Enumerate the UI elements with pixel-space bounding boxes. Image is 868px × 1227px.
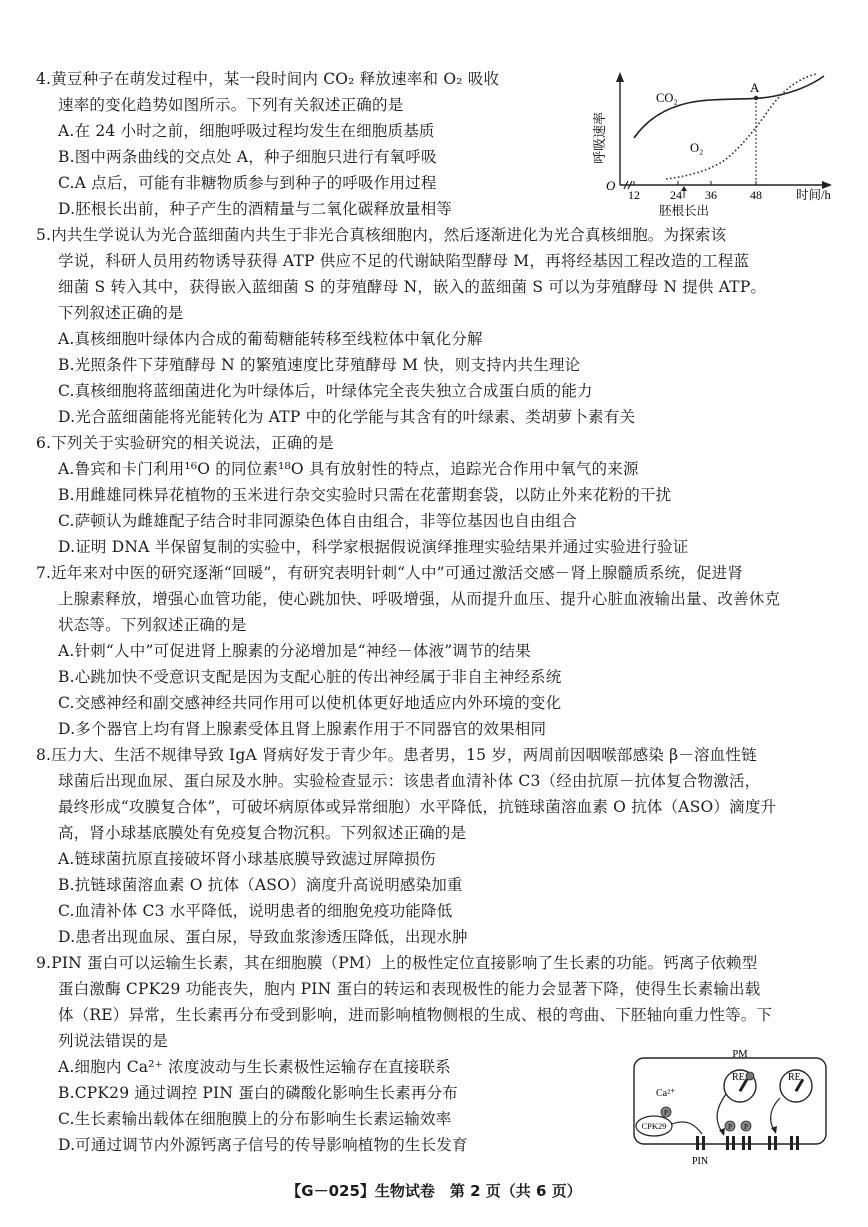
q9-stem-line3: 体（RE）异常，生长素再分布受到影响，进而影响植物侧根的生成、根的弯曲、下胚轴向重力性等。下 xyxy=(58,1006,773,1024)
p-label-2: P xyxy=(744,1123,748,1131)
q5-stem-line1: 5.内共生学说认为光合蓝细菌内共生于非光合真核细胞内，然后逐渐进化为光合真核细胞。为探索该 xyxy=(36,226,727,244)
q8-option-a: A.链球菌抗原直接破坏肾小球基底膜导致滤过屏障损伤 xyxy=(58,850,436,868)
q5-stem-line2: 学说，科研人员用药物诱导获得 ATP 供应不足的代谢缺陷型酵母 M，再将经基因工程改造的工程蓝 xyxy=(58,252,750,270)
co2-series-label: CO₂ xyxy=(656,91,678,105)
q4-option-b: B.图中两条曲线的交点处 A，种子细胞只进行有氧呼吸 xyxy=(58,148,437,166)
ca-label: Ca²⁺ xyxy=(656,1088,676,1099)
q8-option-b: B.抗链球菌溶血素 O 抗体（ASO）滴度升高说明感染加重 xyxy=(58,876,463,894)
q7-option-b: B.心跳加快不受意识支配是因为支配心脏的传出神经属于非自主神经系统 xyxy=(58,668,562,686)
q9-option-c: C.生长素输出载体在细胞膜上的分布影响生长素运输效率 xyxy=(58,1110,452,1128)
q4-respiration-chart xyxy=(590,70,840,220)
q7-stem-line1: 7.近年来对中医的研究逐渐“回暖”，有研究表明针刺“人中”可通过激活交感－肾上腺髓质系统，促进肾 xyxy=(36,564,744,582)
pin-proteins xyxy=(696,1136,799,1150)
cpk29-label: CPK29 xyxy=(641,1121,667,1131)
q9-option-d: D.可通过调节内外源钙离子信号的传导影响植物的生长发育 xyxy=(58,1136,468,1154)
q4-option-a: A.在 24 小时之前，细胞呼吸过程均发生在细胞质基质 xyxy=(58,122,435,140)
q5-stem-line4: 下列叙述正确的是 xyxy=(58,304,184,322)
q9-option-a: A.细胞内 Ca²⁺ 浓度波动与生长素极性运输存在直接联系 xyxy=(58,1058,451,1076)
q8-option-d: D.患者出现血尿、蛋白尿，导致血浆渗透压降低，出现水肿 xyxy=(58,928,468,946)
q9-option-b: B.CPK29 通过调控 PIN 蛋白的磷酸化影响生长素再分布 xyxy=(58,1084,459,1102)
q5-option-c: C.真核细胞将蓝细菌进化为叶绿体后，叶绿体完全丧失独立合成蛋白质的能力 xyxy=(58,382,593,400)
q8-stem-line2: 球菌后出现血尿、蛋白尿及水肿。实验检查显示：该患者血清补体 C3（经由抗原－抗体复合物激活， xyxy=(58,772,761,790)
q4-stem-line1: 4.黄豆种子在萌发过程中，某一段时间内 CO₂ 释放速率和 O₂ 吸收 xyxy=(36,70,500,88)
p-label-3: P xyxy=(664,1109,668,1117)
chart-ylabel: 呼吸速率 xyxy=(592,111,607,165)
q5-option-d: D.光合蓝细菌能将光能转化为 ATP 中的化学能与其含有的叶绿素、类胡萝卜素有关 xyxy=(58,408,636,426)
q8-stem-line3: 最终形成“攻膜复合体”，可破坏病原体或异常细胞）水平降低，抗链球菌溶血素 O 抗体（ASO）滴度升 xyxy=(58,798,777,816)
point-a-label: A xyxy=(750,80,760,95)
q4-option-d: D.胚根长出前，种子产生的酒精量与二氧化碳释放量相等 xyxy=(58,200,453,218)
page-footer: 【G－025】生物试卷 第 2 页（共 6 页） xyxy=(286,1182,582,1200)
q7-option-c: C.交感神经和副交感神经共同作用可以使机体更好地适应内外环境的变化 xyxy=(58,694,562,712)
q5-stem-line3: 细菌 S 转入其中，获得嵌入蓝细菌 S 的芽殖酵母 N，嵌入的蓝细菌 S 可以为芽殖酵母 N 提供 ATP。 xyxy=(58,278,767,296)
q9-stem-line4: 列说法错误的是 xyxy=(58,1032,168,1050)
q9-stem-line1: 9.PIN 蛋白可以运输生长素，其在细胞膜（PM）上的极性定位直接影响了生长素的功能。钙离子依赖型 xyxy=(36,954,758,972)
chart-annotation: 胚根长出 xyxy=(658,204,710,218)
q9-stem-line2: 蛋白激酶 CPK29 功能丧失，胞内 PIN 蛋白的转运和表现极性的能力会显著下降，使得生长素输出载 xyxy=(58,980,761,998)
q4-stem-line2: 速率的变化趋势如图所示。下列有关叙述正确的是 xyxy=(58,96,404,114)
q8-option-c: C.血清补体 C3 水平降低，说明患者的细胞免疫功能降低 xyxy=(58,902,453,920)
x-tick-36: 36 xyxy=(705,188,717,202)
q8-stem-line1: 8.压力大、生活不规律导致 IgA 肾病好发于青少年。患者男，15 岁，两周前因咽喉部感染 β－溶血性链 xyxy=(36,746,757,764)
q6-stem: 6.下列关于实验研究的相关说法，正确的是 xyxy=(36,434,334,452)
x-tick-24: 24 xyxy=(670,188,682,202)
y-axis-arrow xyxy=(616,72,624,82)
co2-curve xyxy=(634,76,824,138)
p-label-1: P xyxy=(728,1123,732,1131)
q6-option-c: C.萨顿认为雌雄配子结合时非同源染色体自由组合，非等位基因也自由组合 xyxy=(58,512,578,530)
q6-option-d: D.证明 DNA 半保留复制的实验中，科学家根据假说演绎推理实验结果并通过实验进行验证 xyxy=(58,538,689,556)
re1-label: RE xyxy=(732,1072,745,1083)
pm-label: PM xyxy=(732,1049,748,1060)
pin-label: PIN xyxy=(691,1156,709,1167)
q8-stem-line4: 高，肾小球基底膜处有免疫复合物沉积。下列叙述正确的是 xyxy=(58,824,467,842)
chart-origin: O xyxy=(606,178,616,193)
q7-option-a: A.针刺“人中”可促进肾上腺素的分泌增加是“神经－体液”调节的结果 xyxy=(58,642,531,660)
x-tick-12: 12 xyxy=(628,188,640,202)
q5-option-b: B.光照条件下芽殖酵母 N 的繁殖速度比芽殖酵母 M 快，则支持内共生理论 xyxy=(58,356,581,374)
q9-pin-diagram xyxy=(628,1048,833,1170)
q7-stem-line2: 上腺素释放，增强心血管功能，使心跳加快、呼吸增强，从而提升血压、提升心脏血液输出量、改善休克 xyxy=(58,590,781,608)
chart-xlabel: 时间/h xyxy=(796,188,831,202)
q6-option-b: B.用雌雄同株异花植物的玉米进行杂交实验时只需在花蕾期套袋，以防止外来花粉的干扰 xyxy=(58,486,672,504)
o2-series-label: O₂ xyxy=(690,141,704,155)
q5-option-a: A.真核细胞叶绿体内合成的葡萄糖能转移至线粒体中氧化分解 xyxy=(58,330,483,348)
x-tick-48: 48 xyxy=(750,188,762,202)
q7-stem-line3: 状态等。下列叙述正确的是 xyxy=(58,616,247,634)
o2-curve xyxy=(666,74,816,179)
re2-label: RE xyxy=(788,1072,801,1083)
q7-option-d: D.多个器官上均有肾上腺素受体且肾上腺素作用于不同器官的效果相同 xyxy=(58,720,547,738)
q4-option-c: C.A 点后，可能有非糖物质参与到种子的呼吸作用过程 xyxy=(58,174,437,192)
q6-option-a: A.鲁宾和卡门利用¹⁶O 的同位素¹⁸O 具有放射性的特点，追踪光合作用中氧气的来源 xyxy=(58,460,639,478)
